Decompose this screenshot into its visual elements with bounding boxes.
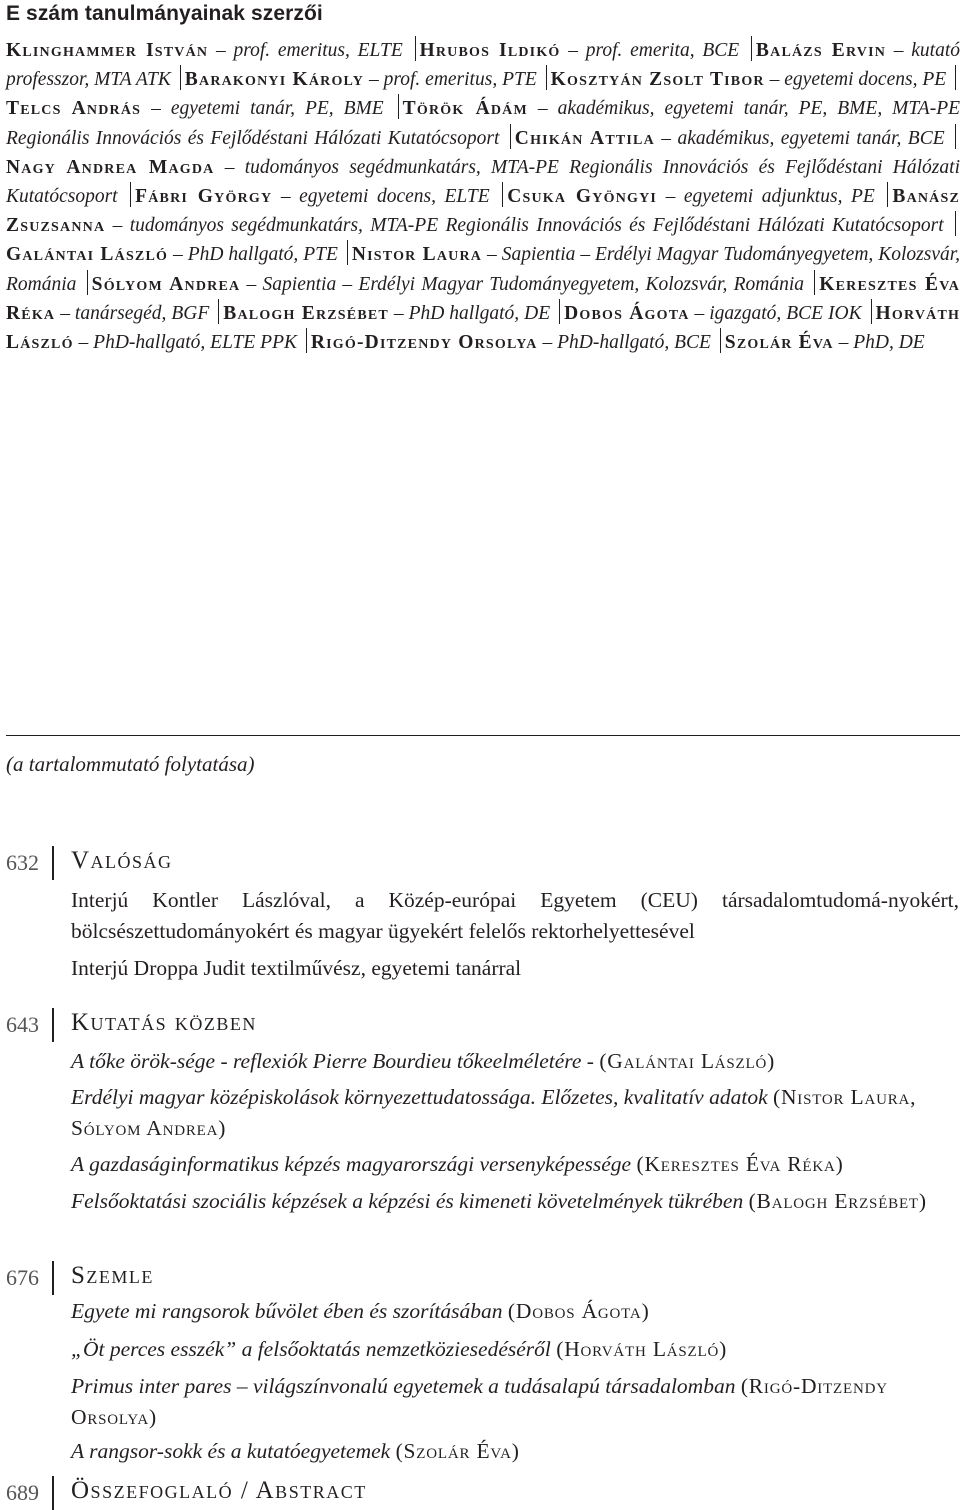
author-separator [510, 124, 511, 149]
section-title: Valóság [71, 847, 173, 874]
toc-entry[interactable] [71, 1334, 959, 1365]
author-affiliation: tudományos segédmunkatárs, MTA-PE Regionális Innovációs és Fejlődéstani Hálózati Kutatócsoport [6, 156, 960, 208]
author-name: Banász Zsuzsanna [6, 186, 960, 237]
author-separator [751, 36, 752, 61]
author-separator [871, 299, 872, 324]
author-separator [130, 182, 131, 207]
entry-title: Primus inter pares – világszínvonalú egyetemek a tudásalapú társadalomban [71, 1374, 741, 1398]
toc-entry[interactable] [71, 1436, 959, 1467]
section-divider [52, 1476, 54, 1510]
author-name: Galántai László [6, 244, 169, 266]
toc-entry[interactable] [71, 1186, 959, 1217]
entry-author: (Keresztes Éva Réka) [636, 1152, 844, 1176]
toc-entry[interactable]: Interjú Kontler Lászlóval, a Közép-európai Egyetem (CEU) társadalomtudomá-nyokért, bölcsészettudományokért és magyar ügyekért felelős rektorhelyettesével [71, 888, 959, 943]
author-affiliation: kutató professzor, MTA ATK [6, 40, 960, 91]
entry-title: Egyete mi rangsorok bűvölet ében és szorításában [71, 1299, 508, 1323]
author-affiliation: egyetemi adjunktus, PE [683, 186, 875, 208]
author-affiliation: prof. emerita, BCE [585, 40, 740, 61]
continuation-note: (a tartalommutató folytatása) [6, 752, 255, 776]
author-separator [955, 65, 956, 90]
author-separator [955, 211, 956, 236]
toc-entry[interactable] [71, 1371, 959, 1433]
author-affiliation: tanársegéd, BGF [74, 302, 210, 324]
author-affiliation: akadémikus, egyetemi tanár, PE, BME, MTA-PE Regionális Innovációs és Fejlődéstani Hálózati Kutatócsoport [6, 98, 960, 149]
section-title: Szemle [71, 1262, 154, 1289]
author-affiliation: PhD, DE [853, 332, 925, 354]
author-separator [180, 65, 181, 90]
author-affiliation: PhD hallgató, DE [408, 302, 551, 324]
author-separator [559, 299, 560, 324]
divider [6, 735, 960, 736]
author-separator [306, 328, 307, 353]
entry-title: Erdélyi magyar középiskolások környezettudatossága. Előzetes, kvalitatív adatok [71, 1085, 773, 1109]
author-separator [814, 270, 815, 295]
author-separator [546, 65, 547, 90]
page-number: 689 [6, 1480, 39, 1505]
author-separator [887, 182, 888, 207]
entry-author: (Galántai László) [599, 1049, 776, 1073]
author-name: Horváth László [6, 302, 960, 354]
author-separator [347, 240, 348, 265]
author-name: Kosztyán Zsolt Tibor [550, 69, 765, 91]
author-name: Keresztes Éva Réka [6, 273, 960, 324]
author-affiliation: Sapientia – Erdélyi Magyar Tudományegyetem, Kolozsvár, Románia [6, 244, 960, 295]
author-name: Nistor Laura [351, 244, 483, 266]
author-name: Balázs Ervin [755, 40, 887, 61]
author-name: Török Ádám [402, 98, 528, 120]
section-title: Összefoglaló / Abstract [71, 1477, 367, 1504]
author-name: Hrubos Ildikó [419, 40, 561, 61]
author-name: Balogh Erzsébet [223, 302, 389, 324]
author-separator [720, 328, 721, 353]
section-divider [52, 1261, 54, 1295]
entry-title: A tőke örök-sége - reflexiók Pierre Bourdieu tőkeelméletére - [71, 1049, 600, 1073]
author-name: Rigó-Ditzendy Orsolya [310, 332, 538, 354]
toc-entry[interactable]: Interjú Droppa Judit textilművész, egyetemi tanárral [71, 956, 522, 980]
author-affiliation: prof. emeritus, PTE [383, 69, 537, 91]
author-name: Barakonyi Károly [184, 69, 365, 91]
entry-author: (Horváth László) [556, 1337, 728, 1361]
author-name: Sólyom Andrea [91, 273, 241, 295]
authors-heading: E szám tanulmányainak szerzői [6, 2, 323, 25]
section-divider [52, 1008, 54, 1042]
author-affiliation: egyetemi docens, ELTE [299, 186, 490, 208]
author-affiliation: igazgató, BCE IOK [709, 302, 862, 324]
author-name: Dobos Ágota [564, 302, 690, 324]
entry-author: (Nistor Laura, Sólyom Andrea) [71, 1085, 917, 1140]
page-number: 643 [6, 1012, 39, 1037]
author-affiliation: PhD-hallgató, ELTE PPK [93, 332, 297, 354]
author-name: Chikán Attila [514, 127, 655, 149]
entry-author: (Dobos Ágota) [507, 1299, 650, 1323]
section-title: Kutatás közben [71, 1009, 257, 1036]
entry-author: (Balogh Erzsébet) [748, 1189, 927, 1213]
author-affiliation: tudományos segédmunkatárs, MTA-PE Regionális Innovációs és Fejlődéstani Hálózati Kutatócsoport [129, 215, 944, 237]
author-separator [398, 94, 399, 119]
toc-entry[interactable] [71, 1046, 959, 1077]
author-separator [955, 124, 956, 149]
author-separator [502, 182, 503, 207]
authors-list: Klinghammer István – prof. emeritus, ELTE Hrubos Ildikó – prof. emerita, BCE Balázs Ervin – kutató professzor, MTA ATK Barakonyi Károly – prof. emeritus, PTE Kosztyán Zsolt Tibor – egyetemi docens, PE Telcs András – egyetemi tanár, PE, BME Török Ádám – akadémikus, egyetemi tanár, PE, BME, MTA-PE Regionális Innovációs és Fejlődéstani Hálózati Kutatócsoport Chikán Attila – akadémikus, egyetemi tanár, BCE Nagy Andrea Magda – tudományos segédmunkatárs, MTA-PE Regionális Innovációs és Fejlődéstani Hálózati Kutatócsoport Fábri György – egyetemi docens, ELTE Csuka Gyöngyi – egyetemi adjunktus, PE Banász Zsuzsanna – tudományos segédmunkatárs, MTA-PE Regionális Innovációs és Fejlődéstani Hálózati Kutatócsoport Galántai László – PhD hallgató, PTE Nistor Laura – Sapientia – Erdélyi Magyar Tudományegyetem, Kolozsvár, Románia Sólyom Andrea – Sapientia – Erdélyi Magyar Tudományegyetem, Kolozsvár, Románia Keresztes Éva Réka – tanársegéd, BGF Balogh Erzsébet – PhD hallgató, DE Dobos Ágota – igazgató, BCE IOK Horváth László – PhD-hallgató, ELTE PPK Rigó-Ditzendy Orsolya – PhD-hallgató, BCE Szolár Éva – PhD, DE [6, 36, 960, 357]
entry-title: Felsőoktatási szociális képzések a képzési és kimeneti követelmények tükrében [71, 1189, 749, 1213]
author-affiliation: PhD-hallgató, BCE [557, 332, 711, 354]
author-affiliation: PhD hallgató, PTE [187, 244, 338, 266]
author-affiliation: akadémikus, egyetemi tanár, BCE [677, 127, 945, 149]
author-separator [218, 299, 219, 324]
author-name: Klinghammer István [6, 40, 209, 61]
author-name: Fábri György [135, 186, 273, 208]
author-name: Telcs András [6, 98, 142, 120]
entry-author: (Szolár Éva) [395, 1439, 520, 1463]
entry-author: (Rigó-Ditzendy Orsolya) [71, 1374, 888, 1429]
section-divider [52, 846, 54, 880]
page-number: 676 [6, 1265, 39, 1290]
author-name: Csuka Gyöngyi [507, 186, 658, 208]
toc-entry[interactable] [71, 1296, 959, 1327]
toc-entry[interactable] [71, 1149, 959, 1180]
author-name: Nagy Andrea Magda [6, 156, 215, 178]
entry-title: A rangsor-sokk és a kutatóegyetemek [71, 1439, 396, 1463]
author-separator [87, 270, 88, 295]
author-affiliation: Sapientia – Erdélyi Magyar Tudományegyetem, Kolozsvár, Románia [262, 273, 804, 295]
entry-title: „Öt perces esszék” a felsőoktatás nemzetköziesedéséről [71, 1337, 557, 1361]
toc-entry[interactable] [71, 1082, 959, 1144]
page-number: 632 [6, 850, 39, 875]
author-affiliation: prof. emeritus, ELTE [233, 40, 403, 61]
author-affiliation: egyetemi tanár, PE, BME [170, 98, 384, 120]
author-affiliation: egyetemi docens, PE [784, 69, 947, 91]
author-name: Szolár Éva [724, 332, 834, 354]
author-separator [415, 36, 416, 61]
entry-title: A gazdaságinformatikus képzés magyarországi versenyképessége [71, 1152, 637, 1176]
